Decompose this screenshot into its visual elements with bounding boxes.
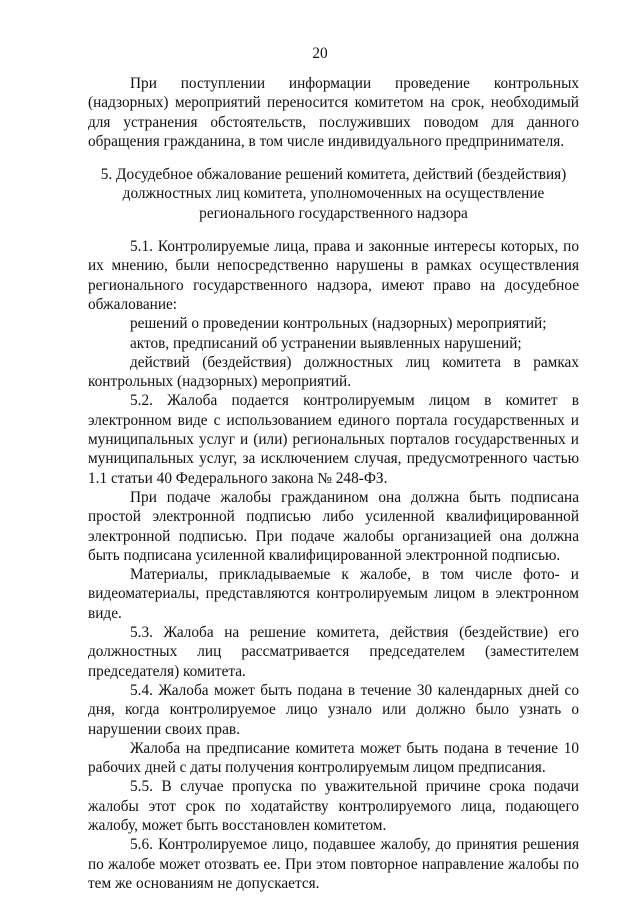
document-body — [88, 74, 579, 893]
paragraph: решений о проведении контрольных (надзорных) мероприятий; — [130, 315, 547, 333]
paragraph: 5.6. Контролируемое лицо, подавшее жалобу, до принятия решения по жалобе может отозвать ее. При этом повторное направление жалобы по тем же основаниям не допускается. — [88, 836, 579, 892]
paragraph: 5.1. Контролируемые лица, права и законные интересы которых, по их мнению, были непосредственно нарушены в рамках осуществления регионального государственного надзора, имеют право на досудебное обжалование: — [88, 238, 579, 313]
page-number: 20 — [312, 45, 328, 62]
paragraph: 5.3. Жалоба на решение комитета, действия (бездействие) его должностных лиц рассматривается председателем (заместителем председателя) комитета. — [88, 624, 579, 680]
paragraph: Материалы, прикладываемые к жалобе, в том числе фото- и видеоматериалы, представляются контролируемым лицом в электронном виде. — [88, 566, 579, 622]
paragraph: При поступлении информации проведение контрольных (надзорных) мероприятий переносится комитетом на срок, необходимый для устранения обстоятельств, послуживших поводом для данного обращения гражданина, в том числе индивидуального предпринимателя. — [88, 75, 579, 150]
paragraph: Жалоба на предписание комитета может быть подана в течение 10 рабочих дней с даты получения контролируемым лицом предписания. — [88, 739, 579, 777]
paragraph: 5.5. В случае пропуска по уважительной причине срока подачи жалобы этот срок по ходатайству контролируемого лица, подающего жалобу, может быть восстановлен комитетом. — [88, 778, 579, 834]
paragraph: действий (бездействия) должностных лиц комитета в рамках контрольных (надзорных) мероприятий. — [88, 353, 579, 391]
paragraph: 5.4. Жалоба может быть подана в течение 30 календарных дней со дня, когда контролируемое лицо узнало или должно было узнать о нарушении своих прав. — [88, 681, 579, 738]
paragraph: 5.2. Жалоба подается контролируемым лицом в комитет в электронном виде с использованием единого портала государственных и муниципальных услуг и (или) региональных порталов государственных и муниципальных услуг, за исключением случая, предусмотренного частью 1.1 статьи 40 Федерального закона № 248-ФЗ. — [88, 392, 579, 487]
paragraph: При подаче жалобы гражданином она должна быть подписана простой электронной подписью либо усиленной квалифицированной электронной подписью. При подаче жалобы организацией она должна быть подписана усиленной квалифицированной электронной подписью. — [88, 488, 579, 564]
paragraph: актов, предписаний об устранении выявленных нарушений; — [130, 334, 522, 352]
section-heading: 5. Досудебное обжалование решений комитета, действий (бездействия) должностных лиц комитета, уполномоченных на осуществление регионального государственного надзора — [100, 166, 567, 222]
